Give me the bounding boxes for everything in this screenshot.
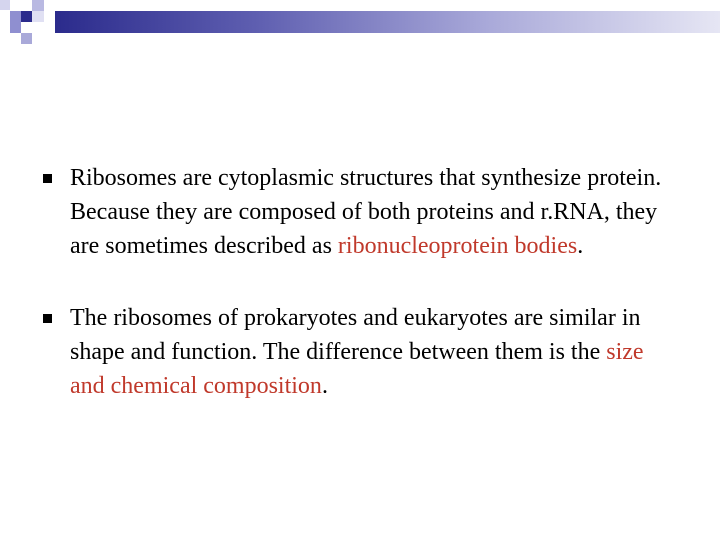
bullet-highlight: size and chemical composition: [70, 339, 644, 399]
bullet-item: [40, 301, 680, 403]
decor-square: [32, 0, 44, 11]
bullet-item: [40, 161, 680, 263]
header-gradient-bar: [55, 11, 720, 33]
decor-square: [0, 0, 10, 10]
bullet-text: The ribosomes of prokaryotes and eukaryotes are similar in shape and function. The difference between them is the: [70, 305, 641, 365]
decor-square: [32, 11, 44, 22]
bullet-highlight: ribonucleoprotein bodies: [337, 233, 578, 259]
decor-square: [21, 11, 32, 22]
decor-square: [21, 33, 32, 44]
decor-square: [44, 0, 55, 11]
decor-square: [21, 22, 32, 33]
bullet-list: [40, 161, 680, 403]
decor-square: [10, 0, 32, 11]
bullet-text-end: .: [577, 233, 584, 259]
bullet-square-icon: [43, 174, 52, 183]
bullet-square-icon: [43, 314, 52, 323]
bullet-text: Ribosomes are cytoplasmic structures that synthesize protein. Because they are composed of both proteins and r.RNA, they are sometimes described as: [70, 165, 662, 259]
decor-square: [0, 11, 10, 22]
decor-square: [44, 11, 55, 22]
bullet-text-end: .: [321, 373, 328, 399]
decor-square: [10, 11, 21, 33]
